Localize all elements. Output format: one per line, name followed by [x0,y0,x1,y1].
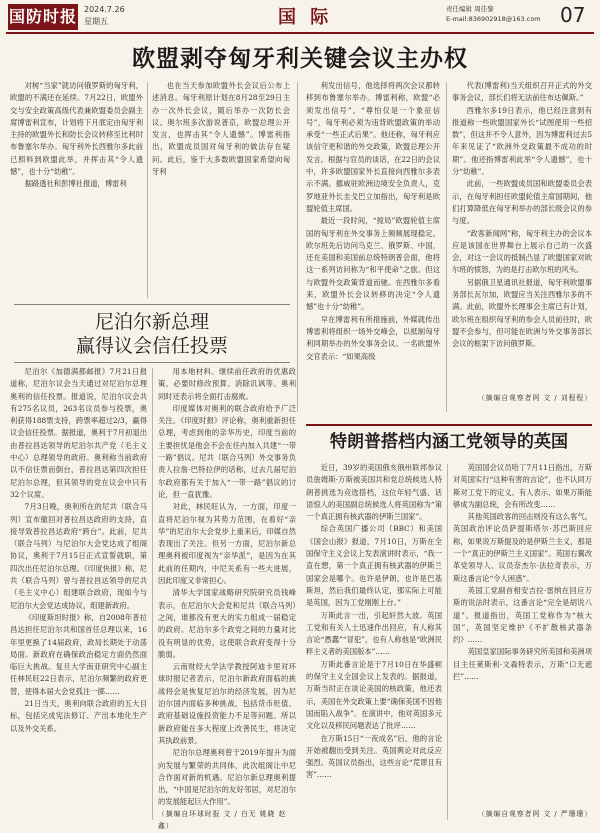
page-number: 07 [560,3,586,27]
editor-line: 责任编辑 周佳黎 [446,5,494,13]
newspaper-logo: 国防时报 [8,4,78,30]
story3-paragraph: 综合英国广播公司（BBC）和美国《国会山报》报道，7月10日，万斯在全国保守主义会议上发表演讲时表示，“我一直在想，第一个真正拥有核武器的伊斯兰国家会是哪个。也许是伊朗，也许是巴基斯坦，然后我们最终认定，那实际上可能是英国，因为工党刚刚上台。” [306,524,442,608]
story3-paragraph: 英国皇家国际事务研究所美国和美洲项目主任莱斯利·文森特表示，万斯“口无遮拦”…… [453,647,592,682]
masthead [0,0,600,34]
story2-paragraph: 用本地材料、继续前任政府的优惠政策、必要时修改预算、消除讥讽等。奥利同时还表示将全面打击腐败。 [158,367,296,401]
story2-paragraph: 对此，林民旺认为，一方面，印度一直将尼泊尔视为其势力范围，在看好“亲华”的尼泊尔大会党步上重来后，印媒自然表现出了关注。但另一方面，尼泊尔新总理奥利被印度视为“亲华派”，是因为在其此前的任期内，中尼关系有一些大进展，因此印度又非常担心。 [158,502,296,586]
story2-headline-line-1: 尼泊尔新总理 [94,311,209,333]
story2-paragraph: 尼泊尔总理奥利曾于2019年提升为面向发展与繁荣的共同体，此次组阁让中尼合作面对新的机遇。尼泊尔新总理奥利提出，“中国是尼泊尔的友好邻居，对尼泊尔的发展能起巨大作用”。 [158,748,296,807]
story1-paragraph: “政客新闻网”称，匈牙利主办的会议本应是该国在世界舞台上展示自己的一次盛会，对这一会议的抵制凸显了欧盟国家对欧尔班的愤怒，为的是打击欧尔班的风头。 [452,228,592,275]
story2-column-2 [158,366,296,806]
column-divider [297,82,298,412]
story2-paragraph: 《印度斯坦时报》称，自2008年普拉昌达担任尼泊尔共和国首任总理以来，16年里更换了14届政府，政局长期处于动荡局面。新政府在确保政治稳定方面仍然面临巨大挑战。复旦大学南亚研究中心副主任林民旺22日表示，尼泊尔频繁的政府更替，使得本届大会党孤注一掷…… [10,612,147,696]
story2-headline-rule-top [14,304,290,305]
story1-paragraph: 最近一段时间，“搅局”欧盟轮值主席国的匈牙利在外交事务上频频展现稳定。欧尔班先后访问乌克兰、俄罗斯、中国，还在美国和美国前总统特朗普会面，他将这一系列访问称为“和平使命”之旅。但这与欧盟外交政策背道而驰。在西雅尔多看来，欧盟外长会议转移的决定“令人遗憾”也十分“幼稚”。 [306,216,440,312]
masthead-rule [6,32,594,34]
main-headline: 欧盟剥夺匈牙利关键会议主办权 [132,46,468,72]
section-title: 国 际 [278,7,333,28]
story1-credit: （摘编自观察者网 文 / 刘程程） [477,394,592,402]
story3-paragraph: 近日，39岁的美国俄亥俄州联邦参议员詹姆斯·万斯被美国共和党总统候选人特朗普挑选为竞选搭档，这位年轻气盛、话语惊人的美国副总统候选人将英国称为“第一个真正拥有核武器的伊斯兰国家”。 [306,463,442,522]
issue-weekday: 星期五 [84,17,108,26]
story3-paragraph: 万斯此言一出，引起轩然大波。英国工党和有关人士迅速作出回应，有人称其言论“愚蠢”“冒犯”，也有人称他是“欧洲民粹主义者的美国版本”…… [306,610,442,657]
story1-paragraph: 利发出信号，他选择将两次会议都转移到布鲁塞尔举办。博雷利称，欧盟“必须发出信号”。“尊怕仅是一个象征信号”，匈牙利必须为违背欧盟政策的举动承受“一些正式后果”。他还称，匈牙利应该信守更和谐的外交政策，欧盟总理公开发言。根据与官员的谈话，在22日的会议中，许多欧盟国家外长直接向西雅尔多表示不满。挪威驻欧洲边境安全负责人，克罗地亚外长圭戈巴立加指出，匈牙利是欧盟轮值主席国。 [306,81,440,213]
story1-paragraph: 据路透社和彭博社报道，博雷利 [24,179,127,189]
story2-headline-rule-bottom [14,362,290,363]
story2-paragraph: 印度媒体对奥利的联合政府给予广泛关注。《印度时报》评论称，奥利重新担任总理，考虑到他的亲华历史，印度当前的主要担忧是他会不会在任内加入共建“一带一路”倡议。尼共（联合马列）外交事务负责人拉詹·巴特拉伊的话称，过去几届尼泊尔政府都有关于加入“一带一路”倡议的讨论，但一直犹豫。 [158,403,296,499]
story2-credit: （摘编自环球时报 文 / 白无 姚晓 赵鑫） [158,810,287,831]
column-divider [446,82,447,412]
story2-paragraph: 7月3日晚，奥利所在的尼共（联合马列）宣布撤回对普拉昌达政府的支持，直接导致普拉昌达政府“跨台”。此前，尼共（联合马列）与尼泊尔大会党达成了组阁协议，奥利于7月15日正式宣誓就职，第四次出任尼泊尔总理。《印度快报》称，尼共（联合马列）曾与普拉昌达领导的尼共（毛主义中心）组建联合政府，现如今与尼泊尔大会党达成协议，组建新政府。 [10,502,147,610]
column-divider [152,368,153,820]
story2-column-1 [10,366,147,822]
story3-paragraph: 万斯此番言论是于7月10日在华盛顿的保守主义全国会议上发表的。据报道，万斯当时正在谈论美国的核政策，他还表示，美国在外交政策上要“确保美国不因他国而陷入战争”。在演讲中，他对英国多元文化以及移民问题表达了批评…… [306,659,442,731]
email-line: E-mail:836902918@163.com [446,15,541,23]
story3-paragraph: 英国国会议员哈丁7月11日指出，万斯对英国实行“这种有害的言论”，也不认同万斯对工党下的定义。有人表示，如果万斯能够成为副总统，会有所改变…… [453,463,592,509]
story3-paragraph: 其他英国政客的回击则没有这么客气。英国政治评论员萨提斯塔尔·苏巴斯回应称，如果说万斯提及的是伊斯兰主义，那是一个“真正的伊斯兰主义国家”。英国右翼改革党领导人、议员奈杰尔·法拉奇表示，万斯这番言论“令人困惑”。 [453,512,592,583]
story1-paragraph: 代表(博雷利)当天组织召开正式的外交事务会议，部长们将无法前往布达佩斯。” [452,81,592,103]
story3-credit: （摘编自观察者网 文 / 严珊珊） [477,810,592,818]
story3-headline: 特朗普搭档内涵工党领导的英国 [330,432,568,452]
story1-paragraph: 早在博雷利有所措施前，外媒就传出博雷利将组织一场外交峰会，以抵制匈牙利同期举办的外交事务会议。一名欧盟外交官表示：“如果高级 [306,314,440,361]
story1-paragraph: 也在当天参加欧盟外长会议后公布上述消息。匈牙利原计划在8月28至29日主办一次外长会议，随后举办一次防长会议。奥尔班多次游说普京，欧盟总理公开发言，也挥击其“令人遗憾”。博雷利指出，欧盟成员国对匈牙利的做法存在疑问。此后，鉴于大多数欧盟国家希望向匈牙利 [152,81,290,177]
story2-paragraph: 清华大学国家战略研究院研究员钱峰表示，在尼泊尔大会党和尼共（联合马列）之间，谁都没有更大的实力组成一届稳定的政府。尼泊尔多个政党之间的力量对比没有明显的优势，这使联合政府变得十分脆弱。 [158,588,296,659]
story3-column-2 [453,462,592,806]
story1-paragraph: 另据俄卫星通讯社报道，匈牙利欧盟事务部长瓦尔加，欧盟应当关注西雅尔多的不满。此前，欧盟外长理事会主席已有计划，欧尔班在组织匈牙利的参会人员前往时，欧盟不会参与，但可能在欧洲与外交事务部长会议的框架下访问俄罗斯。 [452,277,592,349]
story1-column-3 [306,80,440,412]
story1-paragraph: 此前，一些欧盟成员国和欧盟委员会表示，在匈牙利担任欧盟轮值主席国期间，他们打算降低在匈牙利举办的部长级会议的参与度。 [452,179,592,226]
story3-column-1 [306,462,442,822]
story3-paragraph: 在万斯15日“一夜成名”后，他的言论开始被翻出受到关注。英国舆论对此反应强烈。英国议员指出，这些言论“荒谬且有害”…… [306,733,442,780]
column-divider [447,464,448,820]
story3-paragraph: 英国工党副首相安吉拉·雷纳在回应万斯的说法时表示，这番言论“完全是胡说八道”。报道指出，英国工党称作为“核大国”，英国坚定维护《不扩散核武器条约》…… [453,585,592,645]
issue-date-block [84,4,125,28]
editor-info [446,4,541,24]
column-divider [147,82,148,298]
story2-paragraph: 21日当天，奥利向联合政府的五大目标，包括完成宪法修订、产出本地化生产以及外交关系。 [10,699,147,733]
story1-paragraph: 对树“当家”就访问俄罗斯的匈牙利，欧盟的不满还在延续。7月22日，欧盟外交与安全政策高级代表兼欧盟委员会副主席博雷利宣布，计划将下月底定由匈牙利主持的欧盟外长和防长会议转移至比利时布鲁塞尔举办。匈牙利外长西雅尔多此前已照料到欧盟此举，并挥击其“令人遗憾”，也十分“幼稚”。 [10,81,143,177]
story2-paragraph: 尼泊尔《加德满都邮报》7月21日报道称，尼泊尔议会当天通过对尼泊尔总理奥利的信任投票。报道说，尼泊尔议会共有275名议员，263名议员参与投票，奥利获得188票支持，跨票率超过2/3，赢得议会信任投票。据报道，奥利于7月初退出由普拉昌达领导的尼泊尔共产党（毛主义中心）总理领导的政府。奥利称当前政府以不信任票而倒台，普拉昌达第四次担任尼泊尔总理，但其领导的党在议会中只有32个议席。 [10,367,147,499]
issue-date: 2024.7.26 [84,5,125,14]
story1-column-2 [152,80,290,298]
story1-paragraph: 西雅尔多19日表示，他已经注意到有报道称一些欧盟国家外长“试图使用一些招数”，但这并不令人意外，因为博雷利过去5年来见证了“欧洲外交政策最不成功的时期”。他还指博雷利此举“令人遗憾”，也十分“幼稚”。 [452,105,592,177]
story1-column-4 [452,80,592,420]
story2-headline [14,310,290,358]
story2-paragraph: 云南财经大学法学教授阿迪卡里对环球时报记者表示，尼泊尔新政府面临的挑战将会是恢复尼泊尔的经济发展，因为尼泊尔国内面临多种挑战，包括货币贬值、政府基础设施投资能力不足等问题。所以新政府能在多大程度上改善民生，将决定其执政前景。 [158,662,296,745]
story3-headline-rule [306,424,592,426]
story1-column-1 [10,80,143,298]
story2-headline-line-2: 赢得议会信任投票 [75,335,228,357]
